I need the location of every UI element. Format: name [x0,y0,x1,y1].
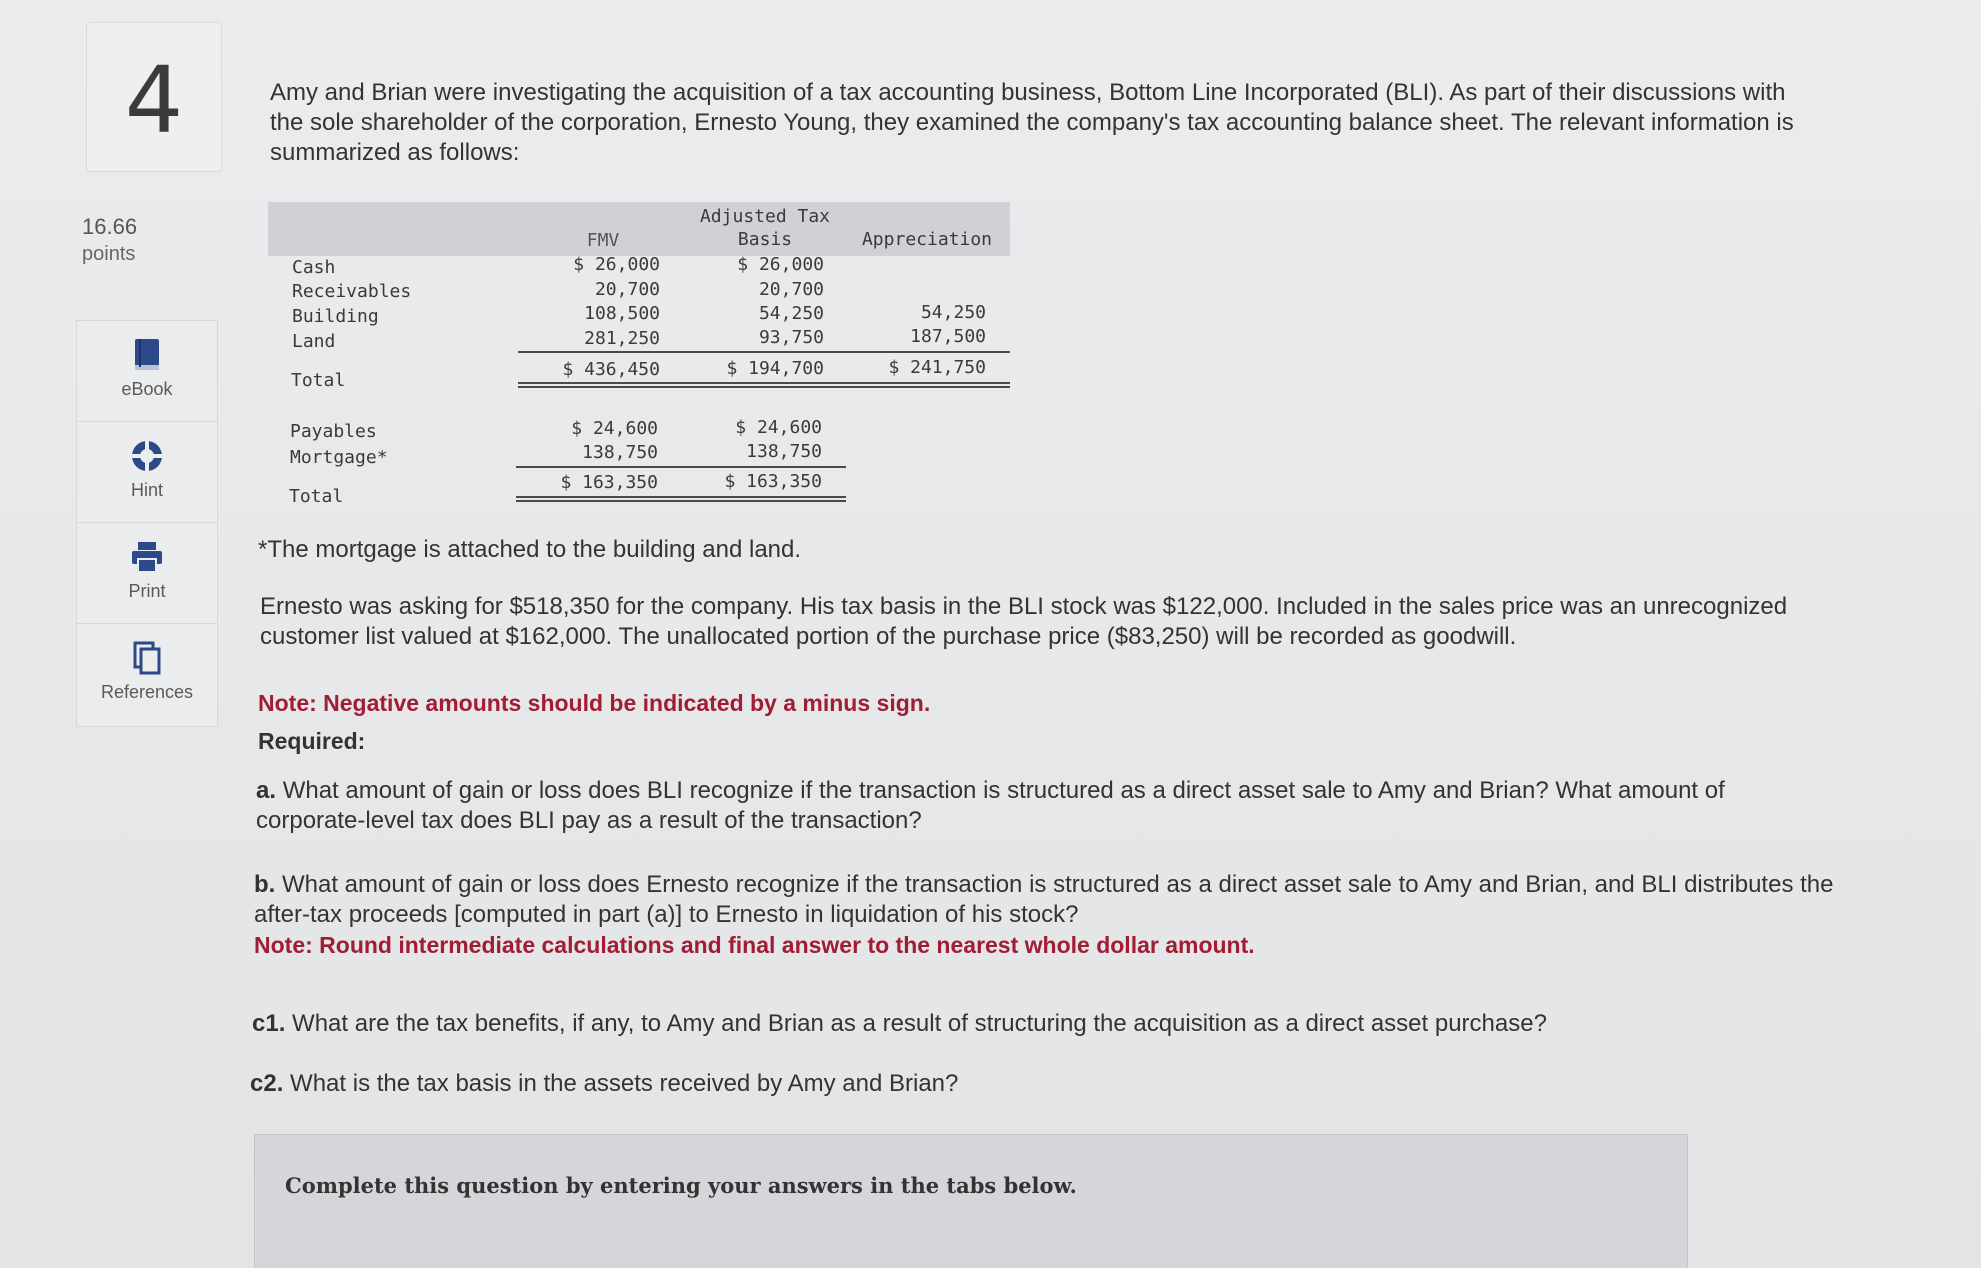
assets-total-fmv: $ 436,450 [562,359,660,380]
liability-fmv: $ 24,600 [571,418,658,439]
hint-label: Hint [130,480,163,500]
points-value: 16.66 [82,214,138,239]
assets-total-appreciation: $ 241,750 [888,357,986,378]
question-c1-text: What are the tax benefits, if any, to Amy and Brian as a result of structuring the acquisition as a direct asset purchase? [292,1010,1547,1037]
documents-icon [77,640,217,676]
asset-fmv: 108,500 [584,303,660,324]
subtotal-rule [518,351,1010,353]
liabilities-total-fmv: $ 163,350 [560,472,658,493]
question-c2 [250,1070,1830,1098]
lifebuoy-icon [77,438,217,474]
asset-basis: 93,750 [758,327,824,348]
header-basis: Basis [737,229,793,250]
question-number: 4 [124,47,184,154]
points-label: points [82,243,136,265]
liabilities-total-basis: $ 163,350 [724,471,822,492]
liability-fmv: 138,750 [582,442,658,463]
subtotal-rule [516,466,846,468]
asset-appreciation: 187,500 [910,326,986,347]
question-c1-letter: c1. [252,1010,286,1037]
question-c2-letter: c2. [250,1070,284,1097]
asset-name: Land [292,331,336,352]
total-double-rule [516,496,846,498]
problem-details: Ernesto was asking for $518,350 for the company. His tax basis in the BLI stock was $122,000. Included in the sales price was an unrecognized customer list valued at $162,000. The unallocated portion of the purchase price ($83,250) will be recorded as goodwill. [260,593,1788,650]
question-b-letter: b. [254,871,276,898]
header-adjusted-tax: Adjusted Tax [699,206,831,227]
negative-amounts-note: Note: Negative amounts should be indicated by a minus sign. [258,690,931,716]
answer-prompt: Complete this question by entering your answers in the tabs below. [285,1173,1077,1198]
asset-fmv: 20,700 [594,279,660,300]
question-a [256,776,1836,836]
assets-total-label: Total [291,370,346,391]
problem-intro: Amy and Brian were investigating the acquisition of a tax accounting business, Bottom Line Incorporated (BLI). As part of their discussions with the sole shareholder of the corporation, Ernesto Young, they examined the company's tax accounting balance sheet. The relevant information is summarized as follows: [270,79,1794,166]
liabilities-total-label: Total [289,486,344,507]
print-button[interactable] [76,522,218,623]
liability-basis: 138,750 [746,441,822,462]
header-appreciation: Appreciation [861,229,993,250]
book-icon [77,337,217,373]
answer-tabs-container [254,1134,1688,1268]
ebook-label: eBook [121,379,173,399]
total-double-rule [518,382,1010,384]
asset-basis: 54,250 [758,303,824,324]
question-a-letter: a. [256,777,277,804]
total-double-rule [516,500,846,502]
mortgage-footnote: *The mortgage is attached to the building and land. [258,536,802,563]
tool-panel [76,320,218,727]
total-double-rule [518,386,1010,388]
question-number-box [86,22,222,172]
asset-name: Cash [292,257,336,278]
printer-icon [77,539,217,575]
asset-name: Receivables [292,281,412,302]
asset-fmv: 281,250 [584,328,660,349]
liability-name: Payables [290,421,377,442]
asset-name: Building [292,306,379,327]
question-a-text: What amount of gain or loss does BLI recognize if the transaction is structured as a direct asset sale to Amy and Brian? What amount of corporate-level tax does BLI pay as a result of the transaction? [256,777,1725,834]
asset-appreciation: 54,250 [920,302,986,323]
question-b [254,870,1834,961]
asset-basis: $ 26,000 [737,254,824,275]
liability-basis: $ 24,600 [735,417,822,438]
hint-button[interactable] [76,421,218,522]
print-label: Print [128,581,166,601]
question-c1 [252,1010,1832,1038]
required-heading: Required: [258,728,366,754]
rounding-note: Note: Round intermediate calculations and final answer to the nearest whole dollar amount. [254,932,1255,958]
assets-total-basis: $ 194,700 [726,358,824,379]
question-c2-text: What is the tax basis in the assets received by Amy and Brian? [290,1070,959,1097]
header-fmv: FMV [586,230,620,251]
asset-fmv: $ 26,000 [573,254,660,275]
asset-basis: 20,700 [758,279,824,300]
question-b-text: What amount of gain or loss does Ernesto recognize if the transaction is structured as a direct asset sale to Amy and Brian, and BLI distributes the after-tax proceeds [computed in part (a)] to Ernesto in liquidation of his stock? [254,871,1834,928]
ebook-button[interactable] [76,320,218,421]
liability-name: Mortgage* [290,447,388,468]
references-button[interactable] [76,623,218,727]
references-label: References [100,682,194,702]
